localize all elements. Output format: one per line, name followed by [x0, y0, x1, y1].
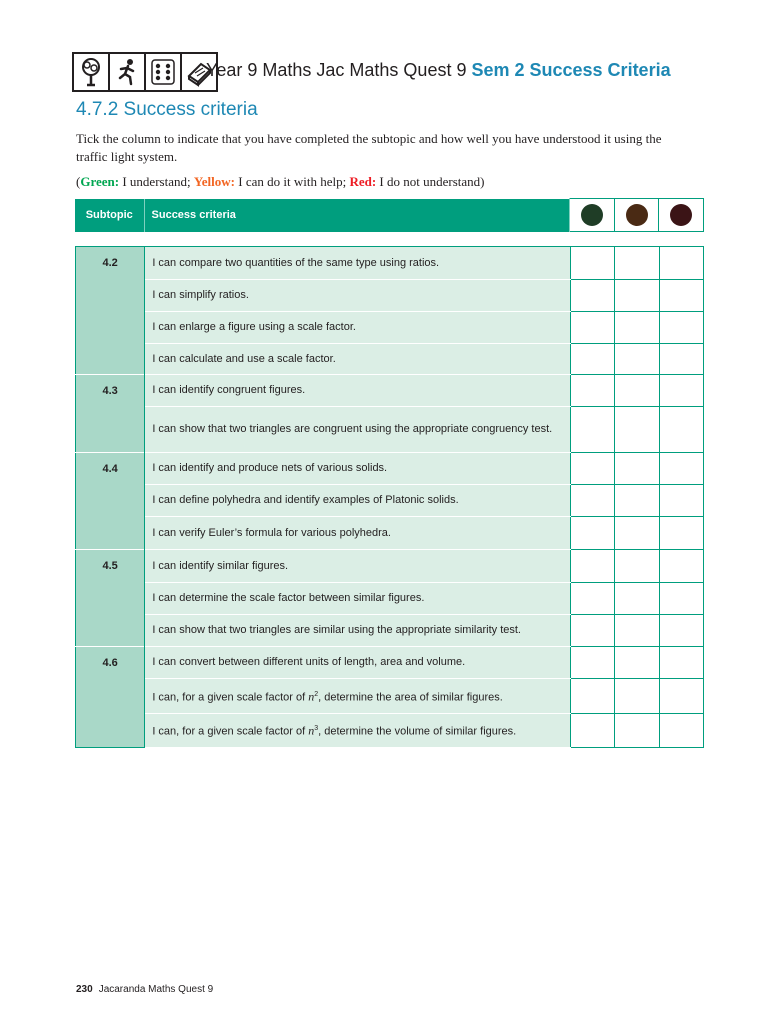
yellow-tick-box[interactable] — [615, 375, 659, 407]
criteria-cell: I can identify similar figures. — [145, 550, 570, 583]
legend-green-text: I understand; — [119, 174, 194, 189]
tree-icon — [72, 52, 110, 92]
red-tick-box[interactable] — [659, 679, 704, 714]
yellow-traffic-light-icon — [626, 204, 648, 226]
header-icon-strip — [72, 52, 216, 92]
subtopic-label: 4.4 — [102, 463, 118, 475]
criteria-text-before: I can, for a given scale factor of — [152, 691, 309, 704]
legend-red-label: Red: — [349, 174, 377, 189]
criteria-text-after: , determine the area of similar figures. — [318, 691, 503, 704]
red-tick-box[interactable] — [659, 344, 704, 375]
header-title-main: Year 9 Maths Jac Maths Quest 9 — [206, 60, 472, 80]
green-tick-box[interactable] — [570, 407, 614, 453]
yellow-tick-box[interactable] — [615, 714, 659, 748]
criteria-cell: I can compare two quantities of the same type using ratios. — [145, 247, 570, 280]
red-tick-box[interactable] — [659, 714, 704, 748]
criteria-cell: I can define polyhedra and identify examples of Platonic solids. — [145, 485, 570, 517]
subtopic-cell — [76, 550, 145, 647]
yellow-tick-box[interactable] — [615, 517, 659, 550]
red-tick-box[interactable] — [659, 517, 704, 550]
criteria-cell: I can show that two triangles are similar using the appropriate similarity test. — [145, 615, 570, 647]
yellow-tick-box[interactable] — [615, 583, 659, 615]
red-light-column-header — [659, 199, 704, 232]
dice-icon — [144, 52, 182, 92]
table-row — [76, 280, 704, 312]
scale-factor-variable: n — [308, 723, 315, 738]
document-header-title — [206, 60, 671, 81]
subtopic-cell — [76, 247, 145, 375]
red-tick-box[interactable] — [659, 375, 704, 407]
criteria-text-before: I can, for a given scale factor of — [152, 725, 309, 738]
green-tick-box[interactable] — [570, 517, 614, 550]
yellow-tick-box[interactable] — [615, 407, 659, 453]
green-tick-box[interactable] — [570, 583, 614, 615]
green-tick-box[interactable] — [570, 615, 614, 647]
green-tick-box[interactable] — [570, 647, 614, 679]
red-tick-box[interactable] — [659, 615, 704, 647]
criteria-text-after: , determine the volume of similar figures. — [318, 725, 517, 738]
yellow-tick-box[interactable] — [615, 615, 659, 647]
red-tick-box[interactable] — [659, 550, 704, 583]
yellow-tick-box[interactable] — [615, 312, 659, 344]
criteria-cell: I can identify congruent figures. — [145, 375, 570, 407]
subtopic-label: 4.5 — [102, 560, 118, 572]
scale-factor-variable: n — [308, 689, 315, 704]
subtopic-cell — [76, 647, 145, 748]
subtopic-cell — [76, 453, 145, 550]
green-tick-box[interactable] — [570, 280, 614, 312]
legend-red-text: I do not understand) — [376, 174, 485, 189]
yellow-tick-box[interactable] — [615, 550, 659, 583]
intro-paragraph: Tick the column to indicate that you have completed the subtopic and how well you have understood it using the traffic light system. — [76, 131, 662, 164]
green-tick-box[interactable] — [570, 679, 614, 714]
red-tick-box[interactable] — [659, 407, 704, 453]
criteria-cell: I can simplify ratios. — [145, 280, 570, 312]
red-tick-box[interactable] — [659, 247, 704, 280]
legend-yellow-text: I can do it with help; — [235, 174, 350, 189]
page-footer — [76, 984, 213, 995]
legend-green-label: Green: — [80, 174, 120, 189]
table-row — [76, 344, 704, 375]
yellow-tick-box[interactable] — [615, 280, 659, 312]
section-title: 4.7.2 Success criteria — [76, 99, 258, 120]
red-tick-box[interactable] — [659, 280, 704, 312]
subtopic-cell — [76, 375, 145, 453]
red-tick-box[interactable] — [659, 453, 704, 485]
table-row — [76, 247, 704, 280]
legend-yellow-label: Yellow: — [193, 174, 235, 189]
green-tick-box[interactable] — [570, 485, 614, 517]
subtopic-label: 4.2 — [102, 257, 118, 269]
green-tick-box[interactable] — [570, 550, 614, 583]
table-row — [76, 583, 704, 615]
criteria-cell: I can show that two triangles are congruent using the appropriate congruency test. — [145, 407, 570, 453]
criteria-cell: I can convert between different units of length, area and volume. — [145, 647, 570, 679]
scale-factor-exponent: 2 — [314, 690, 319, 698]
criteria-table-header — [75, 198, 704, 232]
book-title: Jacaranda Maths Quest 9 — [98, 984, 214, 995]
yellow-tick-box[interactable] — [615, 647, 659, 679]
red-tick-box[interactable] — [659, 583, 704, 615]
red-tick-box[interactable] — [659, 312, 704, 344]
table-row — [76, 407, 704, 453]
criteria-cell: I can determine the scale factor between similar figures. — [145, 583, 570, 615]
criteria-cell: I can identify and produce nets of various solids. — [145, 453, 570, 485]
running-person-icon — [108, 52, 146, 92]
header-title-accent: Sem 2 Success Criteria — [471, 60, 671, 80]
yellow-tick-box[interactable] — [615, 485, 659, 517]
yellow-tick-box[interactable] — [615, 247, 659, 280]
scale-factor-exponent: 3 — [314, 725, 319, 733]
green-traffic-light-icon — [581, 204, 603, 226]
criteria-column-header: Success criteria — [144, 199, 570, 232]
yellow-tick-box[interactable] — [615, 679, 659, 714]
table-row — [76, 485, 704, 517]
criteria-cell: I can calculate and use a scale factor. — [145, 344, 570, 375]
criteria-cell: I can verify Euler’s formula for various polyhedra. — [145, 517, 570, 550]
red-tick-box[interactable] — [659, 485, 704, 517]
legend-open-paren: ( — [76, 174, 81, 189]
red-traffic-light-icon — [670, 204, 692, 226]
criteria-cell: I can enlarge a figure using a scale factor. — [145, 312, 570, 344]
green-tick-box[interactable] — [570, 375, 614, 407]
yellow-tick-box[interactable] — [615, 453, 659, 485]
table-row — [76, 714, 704, 748]
page-number: 230 — [76, 984, 93, 995]
table-row — [76, 453, 704, 485]
subtopic-column-header: Subtopic — [75, 199, 144, 232]
subtopic-label: 4.3 — [102, 385, 118, 397]
traffic-light-legend — [76, 174, 484, 190]
green-tick-box[interactable] — [570, 247, 614, 280]
table-row — [76, 679, 704, 714]
green-tick-box[interactable] — [570, 344, 614, 375]
table-row — [76, 312, 704, 344]
table-row — [76, 647, 704, 679]
green-tick-box[interactable] — [570, 714, 614, 748]
table-row — [76, 550, 704, 583]
subtopic-label: 4.6 — [102, 657, 118, 669]
green-tick-box[interactable] — [570, 453, 614, 485]
yellow-light-column-header — [614, 199, 659, 232]
criteria-cell — [145, 714, 570, 748]
table-row — [76, 517, 704, 550]
green-light-column-header — [570, 199, 615, 232]
criteria-table — [75, 246, 704, 748]
table-row — [76, 615, 704, 647]
table-row — [76, 375, 704, 407]
criteria-cell — [145, 679, 570, 714]
red-tick-box[interactable] — [659, 647, 704, 679]
yellow-tick-box[interactable] — [615, 344, 659, 375]
green-tick-box[interactable] — [570, 312, 614, 344]
